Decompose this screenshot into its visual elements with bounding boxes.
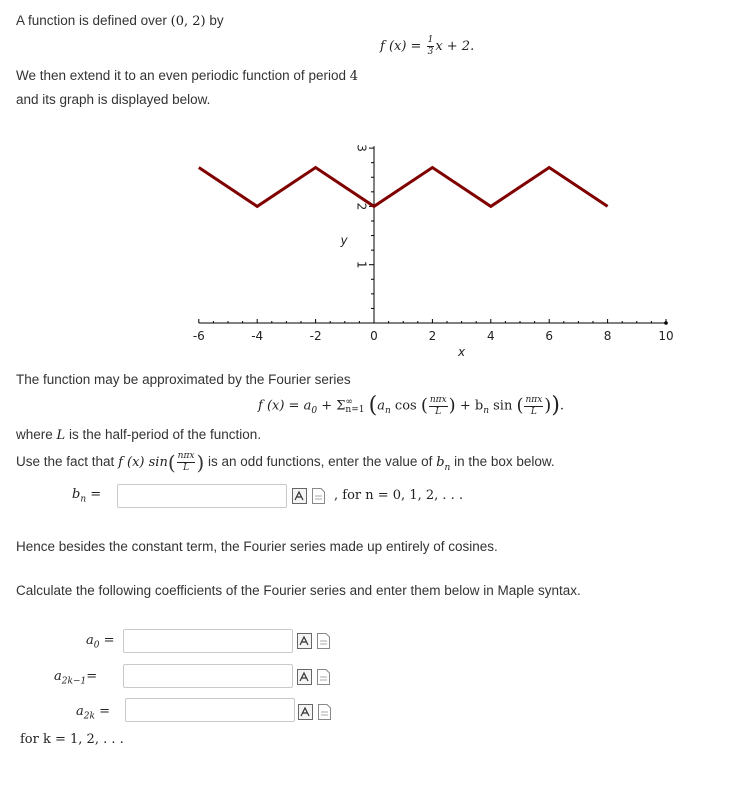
- sin: sin: [488, 398, 517, 414]
- equation-editor-icon[interactable]: [298, 704, 313, 720]
- frac-num: nπx: [525, 394, 543, 405]
- x-tick-label: -6: [192, 329, 205, 343]
- use-text: Use the fact that: [16, 454, 115, 470]
- for-k-text: [20, 731, 124, 747]
- bn-label-b: b: [72, 487, 81, 502]
- extend-line-2: and its graph is displayed below.: [16, 92, 211, 107]
- bn-label-sub: n: [80, 494, 87, 505]
- paren: (: [420, 395, 428, 416]
- function-definition: [380, 36, 474, 57]
- a2k1-sub: 2k−1: [61, 676, 87, 687]
- x-tick-label: -2: [309, 329, 322, 343]
- intro-text: A function is defined over: [16, 13, 167, 28]
- x-tick-label: 10: [658, 329, 674, 343]
- equation-editor-icon[interactable]: [297, 669, 312, 685]
- where-text: where: [16, 427, 53, 442]
- a2k-sub: 2k: [83, 711, 95, 722]
- bn-var: b: [436, 455, 445, 471]
- f-sin: f (x) sin: [118, 455, 168, 471]
- a0-label: [86, 633, 115, 651]
- intro-by: by: [209, 13, 224, 28]
- fx-tail: x + 2.: [435, 39, 475, 54]
- preview-icon[interactable]: [316, 669, 331, 685]
- frac-den: L: [183, 463, 190, 473]
- y-tick-label: 2: [354, 202, 369, 211]
- for-n-text: , for n = 0, 1, 2, . . .: [334, 488, 464, 503]
- a2k-equals: =: [99, 704, 110, 719]
- sum-limits: [345, 398, 364, 414]
- x-tick-label: 2: [428, 329, 437, 343]
- extend-line: [16, 68, 358, 84]
- where-suffix: is the half-period of the function.: [68, 427, 262, 442]
- x-tick-label: 0: [370, 329, 378, 343]
- bn-label: [72, 487, 101, 505]
- an-sub: n: [385, 406, 391, 417]
- open-paren: (: [368, 393, 378, 418]
- bn-sub: n: [483, 406, 489, 417]
- paren: (: [167, 450, 176, 475]
- paren: ): [544, 395, 552, 416]
- close-paren: ): [551, 393, 560, 418]
- bn-equals: =: [86, 487, 102, 502]
- calc-text: Calculate the following coefficients of the Fourier series and enter them below in Maple syntax.: [16, 583, 581, 598]
- function-graph: [0, 120, 746, 360]
- frac-den: L: [435, 406, 442, 417]
- frac-den: L: [530, 406, 537, 417]
- a2k1-equals: =: [86, 669, 98, 684]
- frac-num: 1: [427, 35, 434, 45]
- plus-b: + b: [455, 398, 484, 414]
- use-line: [16, 452, 555, 473]
- interval: (0, 2): [170, 14, 206, 29]
- series-line: [199, 168, 608, 207]
- sum-sign: + Σ: [317, 398, 346, 414]
- period-value: 4: [349, 69, 359, 84]
- for-k-value: for k = 1, 2, . . .: [20, 732, 124, 747]
- a2k-input[interactable]: [125, 698, 295, 722]
- where-line: [16, 427, 261, 443]
- fourier-intro: The function may be approximated by the Fourier series: [16, 372, 351, 387]
- a2k1-a: a: [54, 669, 62, 684]
- x-tick-label: 6: [545, 329, 554, 343]
- L-var: L: [56, 428, 66, 443]
- y-tick-label: 3: [354, 144, 369, 152]
- paren: (: [516, 395, 524, 416]
- equation-editor-icon[interactable]: [292, 488, 307, 504]
- fraction: [524, 396, 543, 417]
- a2k1-label: [54, 669, 97, 687]
- fraction: [177, 452, 196, 473]
- x-tick-label: 8: [603, 329, 612, 343]
- a2k-label: [76, 704, 110, 722]
- a0-a: a: [86, 633, 94, 648]
- a0-input[interactable]: [123, 629, 293, 653]
- x-tick-label: 4: [486, 329, 495, 343]
- frac-num: nπx: [177, 451, 195, 461]
- y-tick-label: 1: [354, 260, 369, 269]
- paren: ): [448, 395, 456, 416]
- a2k-a: a: [76, 704, 84, 719]
- a0-sub: 0: [93, 640, 100, 651]
- use-suffix: is an odd functions, enter the value of: [208, 454, 433, 470]
- fourier-formula: f $(x) = a_0 + \Sigma$ ∞ n=1 ($a_n$ cos ( $\frac{\text{nπx}}{L}$ ) + $b_n$ sin ( $\frac{\text{nπx}}{L}$ )).: [258, 393, 565, 418]
- preview-icon[interactable]: [317, 704, 332, 720]
- fx-lhs: f (x) =: [380, 39, 426, 54]
- sum-sub: n=1: [345, 405, 365, 415]
- bn-input[interactable]: [117, 484, 287, 508]
- a0-equals: =: [103, 633, 115, 648]
- x-tick-label: -4: [251, 329, 264, 343]
- x-axis-label: x: [458, 345, 466, 359]
- a2k1-input[interactable]: [123, 664, 293, 688]
- frac-den: 3: [427, 47, 434, 57]
- use-tail: in the box below.: [454, 454, 555, 470]
- bn-var-sub: n: [444, 462, 451, 473]
- hence-text: Hence besides the constant term, the Fourier series made up entirely of cosines.: [16, 539, 498, 554]
- fraction: [429, 396, 448, 417]
- frac-num: nπx: [429, 394, 447, 405]
- cos: cos: [390, 398, 421, 414]
- equation-editor-icon[interactable]: [297, 633, 312, 649]
- y-axis-label: y: [340, 233, 348, 248]
- preview-icon[interactable]: [316, 633, 331, 649]
- paren: ): [196, 450, 205, 475]
- an: a: [377, 398, 385, 414]
- formula-lhs: f (x) = a: [258, 398, 312, 414]
- extend-text: We then extend it to an even periodic function of period: [16, 68, 346, 83]
- sum-sup: ∞: [345, 396, 353, 407]
- a0-sub: 0: [311, 406, 318, 417]
- preview-icon[interactable]: [311, 488, 326, 504]
- fraction: [427, 36, 435, 57]
- intro-line: [16, 13, 224, 29]
